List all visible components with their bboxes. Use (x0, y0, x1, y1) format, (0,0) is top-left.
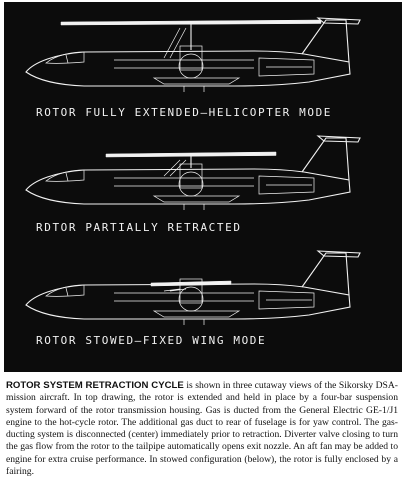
four-bar-suspension (164, 160, 186, 176)
canopy-frame (66, 288, 68, 296)
rotor-blade (151, 281, 231, 286)
four-bar-suspension (164, 28, 186, 58)
fuselage-outline (26, 51, 350, 86)
canopy-frame (66, 173, 68, 181)
fuselage-outline (26, 284, 350, 319)
rotor-blade (106, 152, 276, 157)
landing-gear (184, 86, 204, 92)
rotor-hub (179, 54, 203, 78)
horizontal-tail (318, 251, 360, 257)
wing-root (154, 311, 239, 317)
wing-root (154, 196, 239, 202)
vertical-tail (302, 253, 349, 295)
caption-body: is shown in three cutaway views of the Sikorsky DSA-mission aircraft. In top drawing, the rotor is extended and held in place by a four-bar suspension system forward of the rotor transmission housing. Gas is ducted from the General Electric GE-1/J1 engine to the hot-cycle rotor. The additional gas duct to rear of fuselage is for yaw control. The gas-ducting system is disconnected (center) immediately prior to retraction. Diverter valve closing to turn the gas flow from the rotor to the tailpipe automatically opens exit nozzle. An aft fan may be added to engine for extra cruise performance. In stowed configuration (below), the rotor is fully enclosed by a fairing. (6, 380, 398, 478)
caption-paragraph (6, 380, 398, 496)
rotor-blade (61, 20, 321, 25)
panel-label-partial: RDTOR PARTIALLY RETRACTED (36, 221, 242, 234)
vertical-tail (302, 20, 349, 62)
fuselage-outline (26, 169, 350, 204)
landing-gear (184, 319, 204, 325)
horizontal-tail (318, 18, 360, 24)
rotor-hub (179, 287, 203, 311)
aircraft-drawing-stowed (4, 248, 402, 371)
caption-lead: ROTOR SYSTEM RETRACTION CYCLE (6, 380, 184, 391)
cutaway-figure (4, 2, 402, 372)
panel-label-extended: ROTOR FULLY EXTENDED—HELICOPTER MODE (36, 106, 333, 119)
panel-label-stowed: ROTOR STOWED—FIXED WING MODE (36, 334, 267, 347)
panel-rotor-extended (4, 2, 402, 125)
vertical-tail (302, 138, 349, 180)
landing-gear (184, 204, 204, 210)
canopy-frame (66, 55, 68, 63)
wing-root (154, 78, 239, 84)
rotor-hub (179, 172, 203, 196)
panel-rotor-stowed (4, 248, 402, 371)
horizontal-tail (318, 136, 360, 142)
panel-rotor-partially-retracted (4, 125, 402, 248)
